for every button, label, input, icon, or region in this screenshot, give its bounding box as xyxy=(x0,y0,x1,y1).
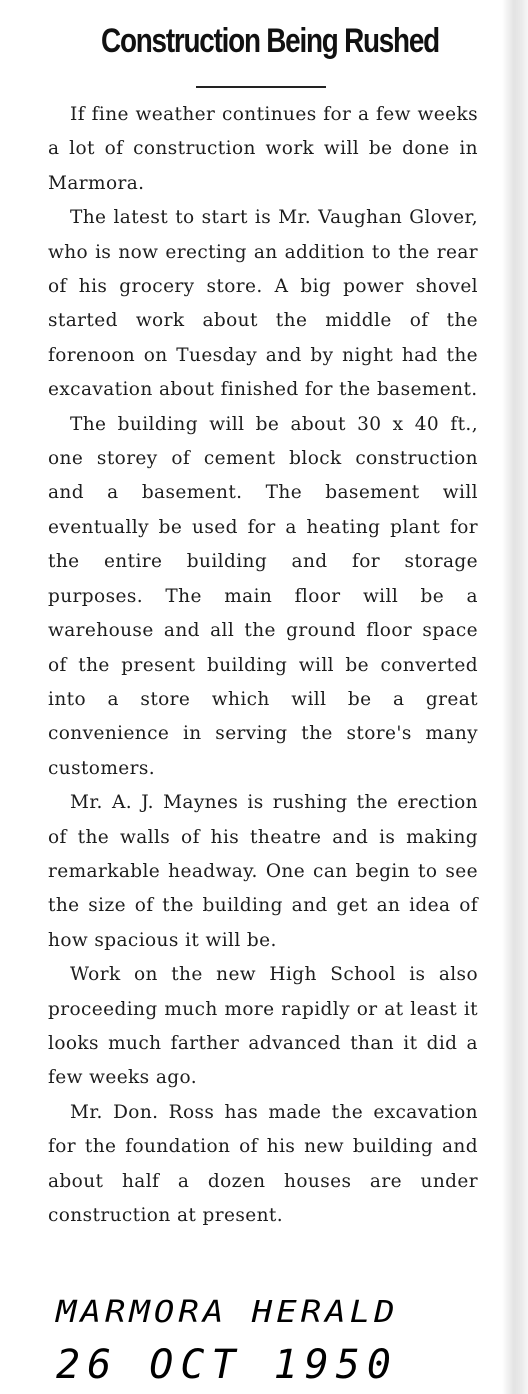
clipping-edge xyxy=(502,0,528,1394)
article-body xyxy=(48,98,478,1233)
headline-rule xyxy=(196,86,326,88)
handwritten-date: 26 OCT 1950 xyxy=(56,1342,398,1388)
paragraph: The latest to start is Mr. Vaughan Glover, who is now erecting an addition to the rear of his grocery store. A big power shovel started work about the middle of the forenoon on Tuesday and by night had the excavation about finished for the basement. xyxy=(48,207,478,401)
paragraph: The building will be about 30 x 40 ft., one storey of cement block construction and a basement. The basement will eventually be used for a heating plant for the entire building and for storage purposes. The main floor will be a warehouse and all the ground floor space of the present building will be converted into a store which will be a great convenience in serving the store's many customers. xyxy=(48,413,478,779)
paragraph: Work on the new High School is also proceeding much more rapidly or at least it looks much farther advanced than it did a few weeks ago. xyxy=(48,964,478,1089)
handwritten-source: MARMORA HERALD xyxy=(56,1294,399,1330)
article-headline: Construction Being Rushed xyxy=(101,22,439,60)
paragraph: Mr. A. J. Maynes is rushing the erection of the walls of his theatre and is making remarkable headway. One can begin to see the size of the building and get an idea of how spacious it will be. xyxy=(48,792,478,951)
paragraph: If fine weather continues for a few weeks a lot of construction work will be done in Marmora. xyxy=(48,104,478,194)
paragraph: Mr. Don. Ross has made the excavation for the foundation of his new building and about half a dozen houses are under construction at present. xyxy=(48,1101,478,1226)
